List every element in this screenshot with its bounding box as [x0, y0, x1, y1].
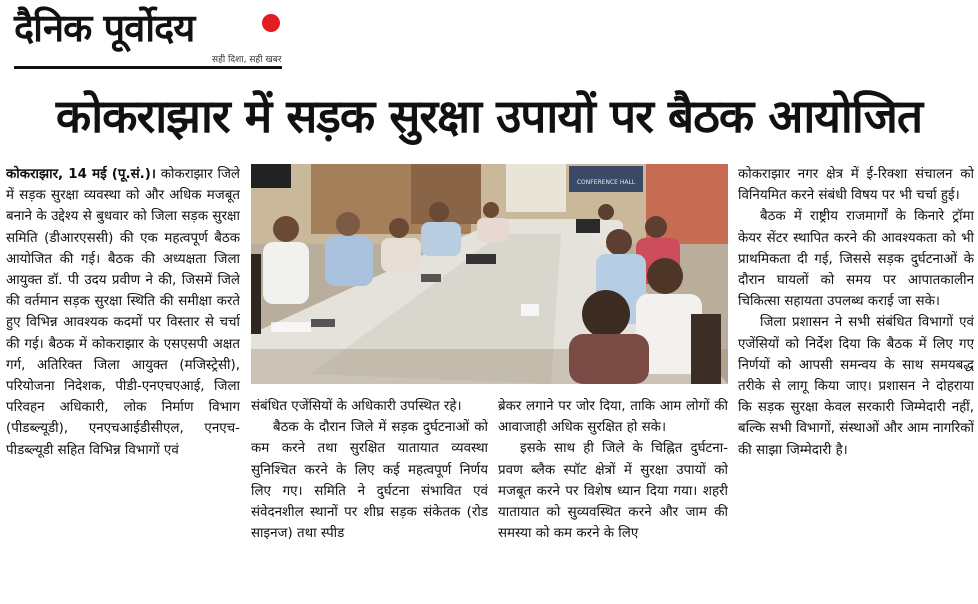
meeting-photo — [251, 164, 728, 384]
masthead — [14, 6, 282, 72]
article-paragraph: जिला प्रशासन ने सभी संबंधित विभागों एवं एजेंसियों को निर्देश दिया कि बैठक में लिए गए निर्णयों को आपसी समन्वय के साथ समयबद्ध तरीके से लागू किया जाए। प्रशासन ने दोहराया कि सड़क सुरक्षा केवल सरकारी जिम्मेदारी नहीं, बल्कि सभी विभागों, संस्थाओं और आम नागरिकों की साझा जिम्मेदारी है। — [738, 315, 974, 458]
newspaper-logo: दैनिक पूर्वोदय — [14, 6, 195, 50]
logo-dot-icon — [262, 14, 280, 32]
article-paragraph: ब्रेकर लगाने पर जोर दिया, ताकि आम लोगों की आवाजाही अधिक सुरक्षित हो सके। — [498, 399, 728, 436]
article-body-col1: कोकराझार जिले में सड़क सुरक्षा व्यवस्था को और अधिक मजबूत बनाने के उद्देश्य से बुधवार को जिला सड़क सुरक्षा समिति (डीआरएससी) की एक महत्वपूर्ण बैठक आयोजित की गई। बैठक की अध्यक्षता जिला आयुक्त डॉ. पी उदय प्रवीण ने की, जिसमें जिले की वर्तमान सड़क सुरक्षा स्थिति की समीक्षा करते हुए विभिन्न आवश्यक कदमों पर विस्तार से चर्चा की गई। बैठक में कोकराझार के एसएसपी अक्षत गर्ग, अतिरिक्त जिला आयुक्त (मजिस्ट्रेसी), परियोजना निदेशक, पीडी-एनएचएआई, जिला परिवहन अधिकारी, लोक निर्माण विभाग (पीडब्ल्यूडी), एनएचआईडीसीएल, एनएच-पीडब्ल्यूडी सहित विभिन्न विभागों एवं — [6, 167, 240, 458]
masthead-tagline: सही दिशा, सही खबर — [212, 55, 282, 65]
article-paragraph: संबंधित एजेंसियों के अधिकारी उपस्थित रहे। — [251, 399, 462, 414]
article-column-4 — [738, 164, 974, 604]
article-dateline: कोकराझार, 14 मई (पू.सं.)। — [6, 167, 156, 182]
article-paragraph: कोकराझार नगर क्षेत्र में ई-रिक्शा संचालन को विनियमित करने संबंधी विषय पर भी चर्चा हुई। — [738, 167, 974, 204]
conference-hall-sign: CONFERENCE HALL — [576, 179, 636, 186]
article-column-2 — [251, 396, 488, 604]
meeting-photo-image — [251, 164, 728, 384]
article-column-3 — [498, 396, 728, 604]
article-headline: कोकराझार में सड़क सुरक्षा उपायों पर बैठक आयोजित — [55, 89, 923, 143]
article-paragraph: बैठक में राष्ट्रीय राजमार्गों के किनारे ट्रॉमा केयर सेंटर स्थापित करने की आवश्यकता को भी प्राथमिकता दी गई, जिससे सड़क दुर्घटनाओं के दौरान घायलों को समय पर आपातकालीन चिकित्सा सहायता उपलब्ध कराई जा सके। — [738, 209, 974, 310]
article-column-1 — [6, 164, 240, 604]
article-paragraph: इसके साथ ही जिले के चिह्नित दुर्घटना-प्रवण ब्लैक स्पॉट क्षेत्रों में सुरक्षा उपायों को मजबूत करने पर विशेष ध्यान दिया गया। शहरी यातायात को सुव्यवस्थित करने और जाम की समस्या को कम करने के लिए — [498, 441, 728, 542]
article-paragraph: बैठक के दौरान जिले में सड़क दुर्घटनाओं को कम करने तथा सुरक्षित यातायात व्यवस्था सुनिश्चित करने के लिए कई महत्वपूर्ण निर्णय लिए गए। समिति ने दुर्घटना संभावित एवं संवेदनशील स्थानों पर शीघ्र सड़क संकेतक (रोड साइनज) तथा स्पीड — [251, 420, 488, 542]
masthead-rule — [14, 66, 282, 69]
